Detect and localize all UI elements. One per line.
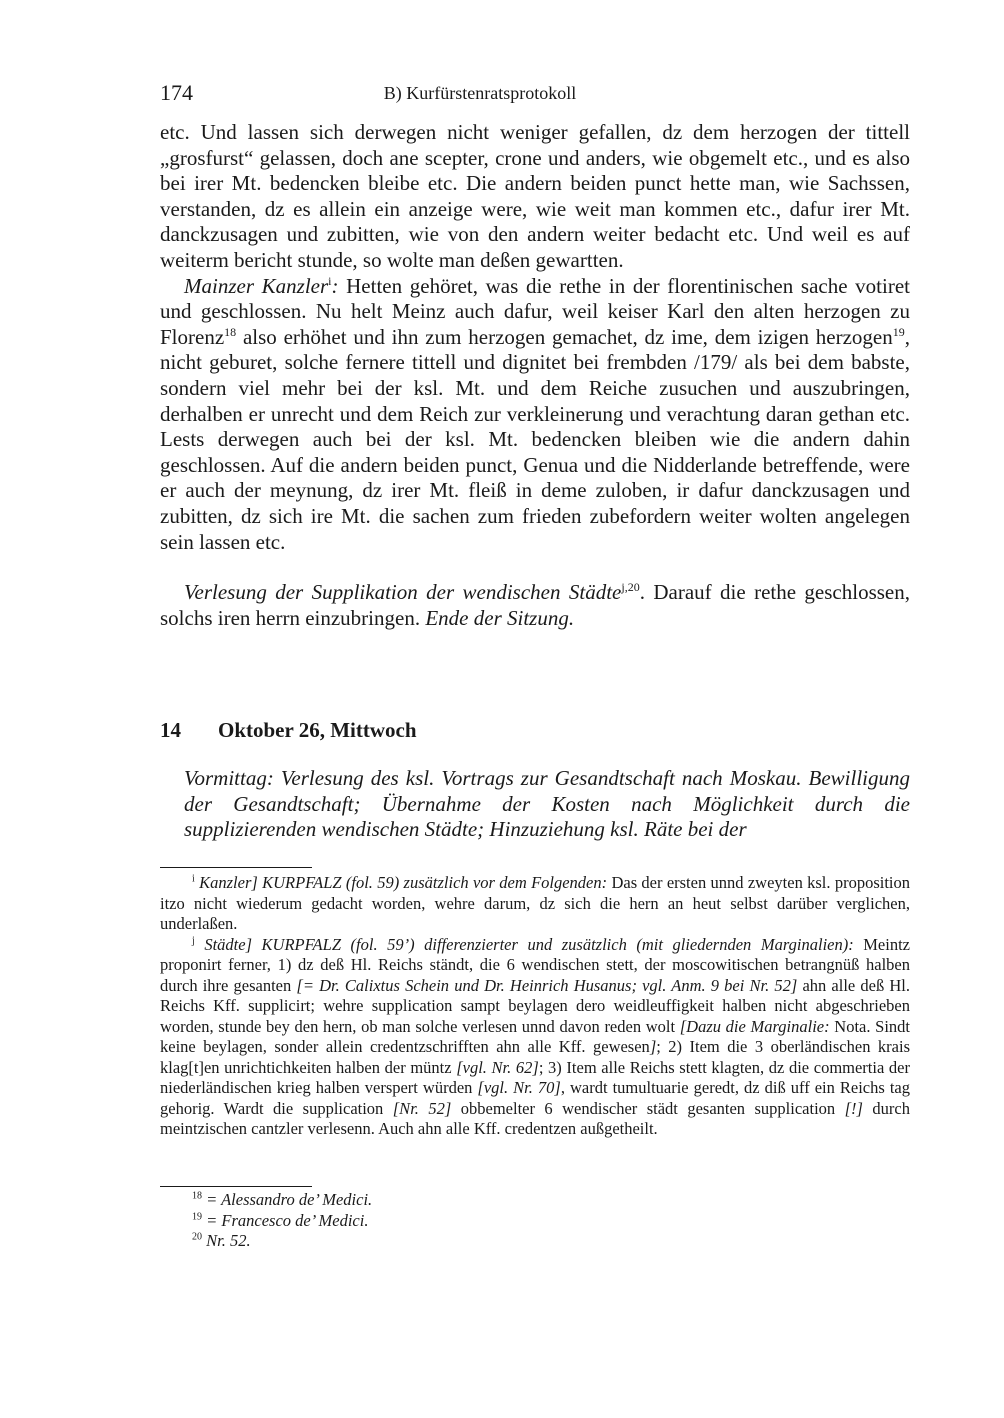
- text-run: ; 3) Item alle Reichs stett klagten, dz die commertia der niederländischen krieg halben verspert würden: [160, 1057, 910, 1097]
- text-run: obbemelter 6 wendischer städt gesanten supplication: [451, 1098, 845, 1118]
- text-run: durch meintzischen cantzler verlesenn. Auch ahn alle Kff. credentzen außgetheilt.: [160, 1098, 910, 1138]
- speaker-colon: :: [331, 273, 339, 298]
- section-number: 14: [160, 718, 181, 742]
- paragraph: etc. Und lassen sich derwegen nicht weniger gefallen, dz dem herzogen der tittell „grosfurst“ gelassen, doch ane scepter, crone und anders, wie obgemelt etc., und es also bei irer Mt. bedencken bleibe etc. Die andern beiden punct hette man, wie Sachssen, verstanden, dz es allein ein anzeige were, wie weit man kommen etc., dafur irer Mt. danckzusagen und zubitten, wie von den andern weiter bedacht etc. Und weil es auf weiterm bericht stunde, so wolte man deßen gewartten.: [160, 120, 910, 272]
- text-run: Das der ersten unnd zweyten ksl. proposition itzo nicht wiederum gedacht worden, wehre darum, dz sich die hern an heut selbst darüber verglichen, underlaßen.: [160, 873, 911, 933]
- text-run: Hetten gehöret, was die rethe in der florentinischen sache votiret und geschlossen. Nu helt Meinz auch dafur, weil keiser Karl den alten herzogen zu Florenz: [160, 273, 911, 349]
- italic-run: Kanzler] KURPFALZ (fol. 59) zusätzlich vor dem Folgenden:: [199, 873, 608, 892]
- text-run: . Darauf die rethe geschlossen, solchs iren herrn einzubringen.: [160, 580, 910, 630]
- footnote-i: [160, 873, 910, 935]
- section-title: Oktober 26, Mittwoch: [218, 718, 417, 742]
- footnote-separator: [160, 1186, 312, 1187]
- session-end: Ende der Sitzung.: [425, 605, 575, 630]
- page-number: 174: [160, 80, 193, 105]
- running-head: [160, 80, 910, 108]
- italic-run: [= Dr. Calixtus Schein und Dr. Heinrich Husanus; vgl. Anm. 9 bei Nr. 52]: [296, 975, 798, 995]
- italic-run: ]: [649, 1037, 657, 1056]
- main-text: [160, 120, 910, 631]
- footnote-mark: 20: [192, 1231, 202, 1243]
- footnote-ref-19[interactable]: 19: [892, 324, 905, 339]
- italic-run: [Nr. 52]: [392, 1098, 452, 1118]
- running-title: B) Kurfürstenratsprotokoll: [383, 83, 577, 103]
- footnotes-letter: [160, 873, 910, 1140]
- footnote-ref-18[interactable]: 18: [224, 324, 237, 339]
- section-summary: Vormittag: Verlesung des ksl. Vortrags zur Gesandtschaft nach Moskau. Bewilligung der Gesandtschaft; Übernahme der Kosten nach Möglichkeit durch die supplizierenden wendischen Städte; Hinzuziehung ksl. Räte bei der: [184, 766, 910, 842]
- footnote-19: [160, 1211, 910, 1232]
- paragraph-mainzer-kanzler: [160, 274, 910, 556]
- speaker-name: Mainzer Kanzler: [184, 273, 329, 298]
- footnote-mark: 18: [192, 1190, 202, 1202]
- italic-run: [!]: [844, 1098, 863, 1118]
- text-run: also erhöhet und ihn zum herzogen gemachet, dz ime, dem izigen herzogen: [236, 324, 893, 349]
- footnote-text: Nr. 52.: [206, 1231, 251, 1250]
- footnote-18: [160, 1190, 910, 1211]
- text-run: , wardt tumultuarie geredt, dz diß uff ein Reichs tag gehorig. Wardt die supplication: [160, 1078, 910, 1118]
- footnote-mark: 19: [192, 1211, 202, 1222]
- text-run: , nicht geburet, solche fernere tittell und dignitet bei frembden /179/ als bei dem babste, sondern viel mehr bei der ksl. Mt. und dem Reiche zusuchen und auszubringen, derhalben er unrecht und dem Reich zur verkleinerung und verachtung daran gethan etc. Lests derwegen auch bei der ksl. Mt. bedencken bleiben wie die andern dahin geschlossen. Auf die andern beiden punct, Genua und die Nidderlande betreffende, were er auch der meynung, dz irer Mt. fleiß in deme zuloben, ir dafur danckzusagen und zubitten, dz sich ire Mt. die sachen zum frieden zubefordern weiter wolten angelegen sein lassen etc.: [160, 324, 910, 554]
- paragraph-verlesung: [160, 580, 910, 631]
- section-heading: [160, 718, 417, 743]
- footnote-j: [160, 935, 910, 1140]
- italic-run: Verlesung der Supplikation der wendischen Städte: [184, 580, 622, 605]
- footnote-ref-i[interactable]: i: [328, 273, 332, 288]
- text-run: ; 2) Item die 3 oberländischen krais klag[t]en unrichtichkeiten halben der müntz: [160, 1037, 910, 1077]
- footnote-mark: j: [192, 935, 195, 946]
- italic-run: [Dazu die Marginalie:: [679, 1016, 830, 1036]
- italic-run: Städte] KURPFALZ (fol. 59’) differenzierter und zusätzlich (mit gliedernden Marginalien):: [204, 934, 854, 954]
- text-run: Nota. Sindt keine beylagen, sonder allein credentzschrifften ahn alle Kff. gewesen: [160, 1016, 910, 1056]
- footnote-mark: i: [192, 873, 195, 885]
- footnote-text: = Francesco de’ Medici.: [206, 1210, 369, 1230]
- italic-run: [vgl. Nr. 70]: [477, 1078, 561, 1097]
- footnote-separator: [160, 867, 312, 868]
- footnote-20: [160, 1231, 910, 1252]
- italic-run: [vgl. Nr. 62]: [456, 1057, 539, 1077]
- spacer: [160, 555, 910, 580]
- footnotes-numeric: [160, 1190, 910, 1252]
- text-run: ahn alle deß Hl. Reichs Kff. supplicirt; wehre supplication sampt beylagen dero weidleuffigkeit halben nicht abgeschrieben worden, stunde bey den hern, ob man solche verlesen unnd davon reden wolt: [160, 975, 910, 1036]
- text-run: Meintz proponirt ferner, 1) dz deß Hl. Reichs ständt, die 6 wendischen stett, der moscowitischen betrangnüß halben durch ihre gesanten: [160, 934, 910, 995]
- footnote-text: = Alessandro de’ Medici.: [206, 1190, 373, 1209]
- footnote-ref-j-20[interactable]: j,20: [621, 580, 640, 595]
